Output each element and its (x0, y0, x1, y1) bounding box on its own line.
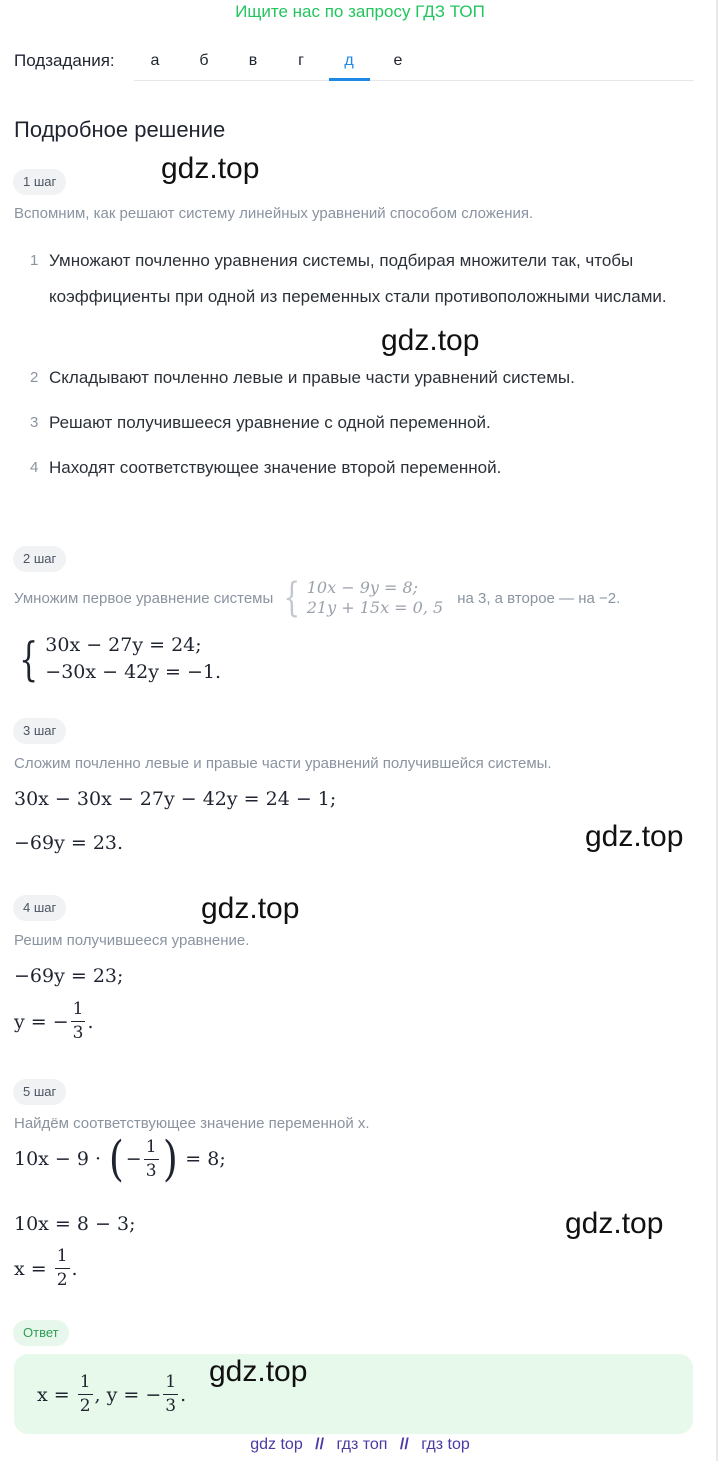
tab-v[interactable]: в (248, 52, 258, 69)
footer-separator: // (399, 1436, 409, 1453)
list-number: 1 (30, 252, 39, 269)
fraction-denominator: 3 (145, 1160, 157, 1181)
list-text: Решают получившееся уравнение с одной переменной. (49, 413, 491, 432)
subtasks-label: Подзадания: (14, 51, 115, 70)
step-3-equation: 30x − 30x − 27y − 42y = 24 − 1; (14, 788, 337, 810)
watermark-logo: gdz.top (161, 152, 260, 185)
active-tab-indicator (329, 78, 370, 81)
answer-suffix: . (180, 1383, 187, 1406)
step-5-equation: 10x = 8 − 3; (14, 1213, 136, 1235)
fraction (55, 1248, 70, 1289)
fraction-numerator: 1 (163, 1374, 178, 1395)
hint-system (279, 575, 444, 621)
list-text: Умножают почленно уравнения системы, подбирая множители так, чтобы коэффициенты при одной из переменных стали противоположными числами. (49, 251, 667, 306)
step-2-badge: 2 шаг (13, 546, 66, 572)
step-2-hint-prefix: Умножим первое уравнение системы (14, 589, 274, 607)
fraction (78, 1374, 93, 1415)
equation-suffix: . (87, 1010, 94, 1033)
step-3-badge: 3 шаг (13, 718, 66, 744)
paren-right: ) (162, 1131, 178, 1187)
step-3-hint: Сложим почленно левые и правые части уравнений получившейся системы. (14, 755, 552, 772)
list-number: 2 (30, 369, 39, 386)
brace-icon: { (283, 575, 301, 621)
equation-minus: − (125, 1148, 142, 1170)
equation-prefix: x = (14, 1257, 47, 1280)
list-item (30, 243, 700, 351)
answer-y-prefix: , y = − (94, 1383, 162, 1406)
system-row: −30x − 42y = −1. (45, 661, 222, 683)
hint-system-row: 10x − 9y = 8; (306, 578, 419, 597)
fraction-numerator: 1 (144, 1139, 159, 1160)
answer-box (14, 1354, 693, 1434)
step-1-badge: 1 шаг (13, 169, 66, 195)
list-text: Находят соответствующее значение второй переменной. (49, 458, 502, 477)
tab-d[interactable]: д (344, 52, 354, 69)
step-4-hint: Решим получившееся уравнение. (14, 932, 250, 949)
footer-link[interactable]: gdz top (250, 1436, 303, 1453)
watermark-logo: gdz.top (201, 892, 300, 925)
footer-link[interactable]: гдз топ (336, 1436, 388, 1453)
step-4-equation: −69y = 23; (14, 965, 124, 987)
list-number: 3 (30, 414, 39, 431)
answer-equation (37, 1374, 186, 1415)
fraction (144, 1136, 159, 1181)
step-5-badge: 5 шаг (13, 1079, 66, 1105)
search-banner: Ищите нас по запросу ГДЗ ТОП (235, 2, 485, 21)
fraction-numerator: 1 (78, 1374, 93, 1395)
answer-badge: Ответ (13, 1320, 69, 1346)
step-1-hint: Вспомним, как решают систему линейных уравнений способом сложения. (14, 205, 534, 222)
subtasks-bar (14, 44, 694, 82)
footer-links (0, 1436, 720, 1454)
fraction-denominator: 2 (79, 1396, 91, 1416)
right-divider (716, 0, 718, 1461)
footer-link[interactable]: гдз top (421, 1436, 470, 1453)
list-text: Складывают почленно левые и правые части уравнений системы. (49, 368, 575, 387)
equation-prefix: y = − (14, 1010, 69, 1033)
fraction-denominator: 2 (56, 1270, 68, 1290)
step-2-hint-mid: на 3, а второе — на −2. (457, 589, 621, 607)
fraction (71, 1001, 86, 1042)
fraction-numerator: 1 (71, 1001, 86, 1022)
paren-left: ( (108, 1131, 124, 1187)
equation-suffix: = 8; (185, 1148, 226, 1170)
list-number: 4 (30, 459, 39, 476)
subtasks-divider (134, 80, 694, 81)
step-2-hint (14, 575, 621, 621)
fraction (163, 1374, 178, 1415)
solution-title: Подробное решение (14, 117, 226, 142)
watermark-logo: gdz.top (381, 324, 480, 357)
answer-x-prefix: x = (37, 1383, 70, 1406)
footer-separator: // (315, 1436, 325, 1453)
watermark-logo: gdz.top (565, 1207, 664, 1240)
equation-prefix: 10x − 9 · (14, 1148, 102, 1170)
fraction-denominator: 3 (165, 1396, 177, 1416)
watermark-logo: gdz.top (209, 1355, 308, 1388)
step-5-equation (14, 1248, 78, 1289)
fraction-denominator: 3 (72, 1023, 84, 1043)
step-5-hint: Найдём соответствующее значение переменной x. (14, 1115, 370, 1132)
step-5-equation (14, 1131, 226, 1187)
brace-icon: { (19, 632, 39, 686)
tab-e[interactable]: е (393, 52, 403, 69)
equation-suffix: . (71, 1257, 78, 1280)
tab-b[interactable]: б (199, 52, 209, 69)
step-4-badge: 4 шаг (13, 895, 66, 921)
step-3-equation: −69y = 23. (14, 832, 124, 854)
tab-a[interactable]: а (150, 52, 160, 69)
fraction-numerator: 1 (55, 1248, 70, 1269)
hint-system-row: 21y + 15x = 0, 5 (306, 598, 444, 617)
watermark-logo: gdz.top (585, 820, 684, 853)
tab-g[interactable]: г (298, 52, 304, 69)
system-row: 30x − 27y = 24; (45, 634, 202, 656)
step-4-equation (14, 1001, 94, 1042)
step-2-result-system (14, 632, 221, 686)
